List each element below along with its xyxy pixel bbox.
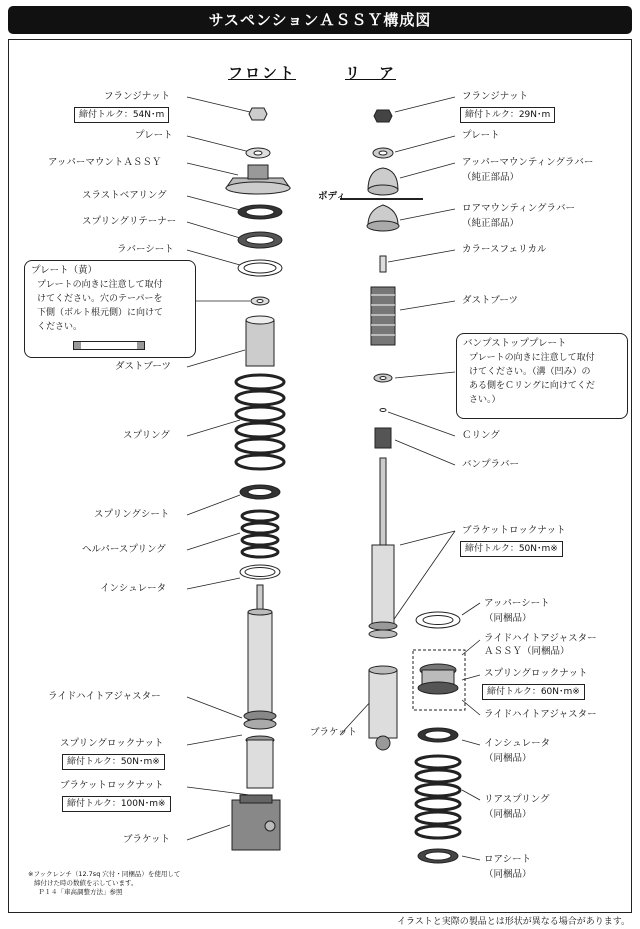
front-dust-boot-label: ダストブーツ [115, 361, 172, 372]
front-ride-height-adjuster-label: ライドハイトアジャスター [48, 691, 161, 702]
note-line: ※フックレンチ（12.7sq 穴付・同梱品）を使用して [28, 870, 181, 878]
bump-callout-line: ある側をＣリングに向けてくだ [469, 381, 595, 391]
front-upper-mount-label: アッパーマウントＡＳＳＹ [48, 157, 162, 168]
rear-insulator-label: インシュレータ [484, 738, 551, 749]
front-thrust-bearing-label: スラストベアリング [82, 190, 167, 201]
rear-lower-rubber-label: ロアマウンティングラバー [462, 203, 576, 214]
rear-upper-sheet-note: （同梱品） [484, 613, 532, 624]
bump-callout-line: プレートの向きに注意して取付 [469, 353, 595, 363]
bump-callout-line: けてください。（溝（凹み）の [469, 367, 591, 377]
rear-upper-sheet-label: アッパーシート [484, 598, 550, 609]
rear-lower-rubber-note: （純正部品） [462, 218, 520, 229]
front-flange-torque: 締付トルク：54N･m [74, 107, 169, 123]
bump-callout-heading: バンプストッププレート [463, 338, 567, 349]
front-spring-label: スプリング [123, 430, 170, 441]
rear-dust-boot-label: ダストブーツ [462, 295, 519, 306]
rear-body-label: ボディ [318, 191, 346, 202]
rear-plate-label: プレート [462, 130, 500, 141]
front-flange-nut-label: フランジナット [104, 91, 171, 102]
rear-flange-nut-label: フランジナット [462, 91, 529, 102]
front-plate-label: プレート [135, 130, 173, 141]
front-bracket-lock-nut-label: ブラケットロックナット [60, 780, 164, 791]
plate-callout-line: 下側（ボルト根元側）に向けて [37, 308, 164, 318]
rear-insulator-note: （同梱品） [484, 753, 532, 764]
torque-note [28, 870, 180, 897]
rear-lower-seat-note: （同梱品） [484, 869, 532, 880]
front-bracket-label: ブラケット [123, 834, 171, 845]
rear-spring-lock-nut-label: スプリングロックナット [484, 668, 588, 679]
plate-callout-line: けてください。穴のテーパーを [37, 294, 163, 304]
rear-bracket-label: ブラケット [310, 727, 358, 738]
plate-callout-line: ください。 [37, 322, 83, 332]
rear-spring-lock-torque: 締付トルク：60N･m※ [482, 684, 585, 700]
footer-disclaimer: イラストと実際の製品とは形状が異なる場合があります。 [396, 917, 630, 927]
front-spring-lock-torque: 締付トルク：50N･m※ [62, 754, 165, 770]
rear-bracket-lock-torque: 締付トルク：50N･m※ [460, 541, 563, 557]
bump-callout-line: さい。） [469, 395, 501, 405]
rear-bump-rubber-label: バンプラバー [462, 459, 520, 470]
front-spring-lock-nut-label: スプリングロックナット [60, 738, 164, 749]
plate-callout-line: プレートの向きに注意して取付 [37, 280, 163, 290]
rear-spring-note: （同梱品） [484, 809, 532, 820]
plate-profile-icon [73, 341, 145, 350]
rear-spring-label: リアスプリング [484, 794, 550, 805]
rear-c-ring-label: Ｃリング [462, 430, 500, 441]
rear-upper-rubber-label: アッパーマウンティングラバー [462, 157, 594, 168]
plate-callout-heading: プレート（黄） [31, 265, 98, 276]
rear-lower-seat-label: ロアシート [484, 854, 532, 865]
rear-bracket-lock-nut-label: ブラケットロックナット [462, 525, 566, 536]
note-line: Ｐ１４「車高調整方法」参照 [38, 888, 123, 896]
rear-ride-height-adjuster-label: ライドハイトアジャスター [484, 709, 597, 720]
front-insulator-label: インシュレータ [100, 583, 167, 594]
plate-callout [24, 260, 196, 358]
rear-rha-assy-label-2: ＡＳＳＹ（同梱品） [484, 646, 570, 657]
rear-collar-label: カラースフェリカル [462, 244, 547, 255]
rear-upper-rubber-note: （純正部品） [462, 172, 520, 183]
note-line: 締付けた時の数値を示しています。 [34, 879, 138, 887]
front-bracket-lock-torque: 締付トルク：100N･m※ [62, 796, 171, 812]
front-spring-seat-label: スプリングシート [94, 509, 170, 520]
front-section-title: フロント [228, 64, 297, 82]
bump-callout [456, 333, 628, 419]
page-title: サスペンションＡＳＳＹ構成図 [8, 6, 632, 34]
front-helper-spring-label: ヘルパースプリング [82, 544, 166, 555]
front-rubber-sheet-label: ラバーシート [117, 244, 174, 255]
rear-section-title: リ ア [345, 64, 397, 82]
rear-flange-torque: 締付トルク：29N･m [460, 107, 555, 123]
rear-rha-assy-label: ライドハイトアジャスター [484, 633, 597, 644]
front-spring-retainer-label: スプリングリテーナー [82, 216, 177, 227]
